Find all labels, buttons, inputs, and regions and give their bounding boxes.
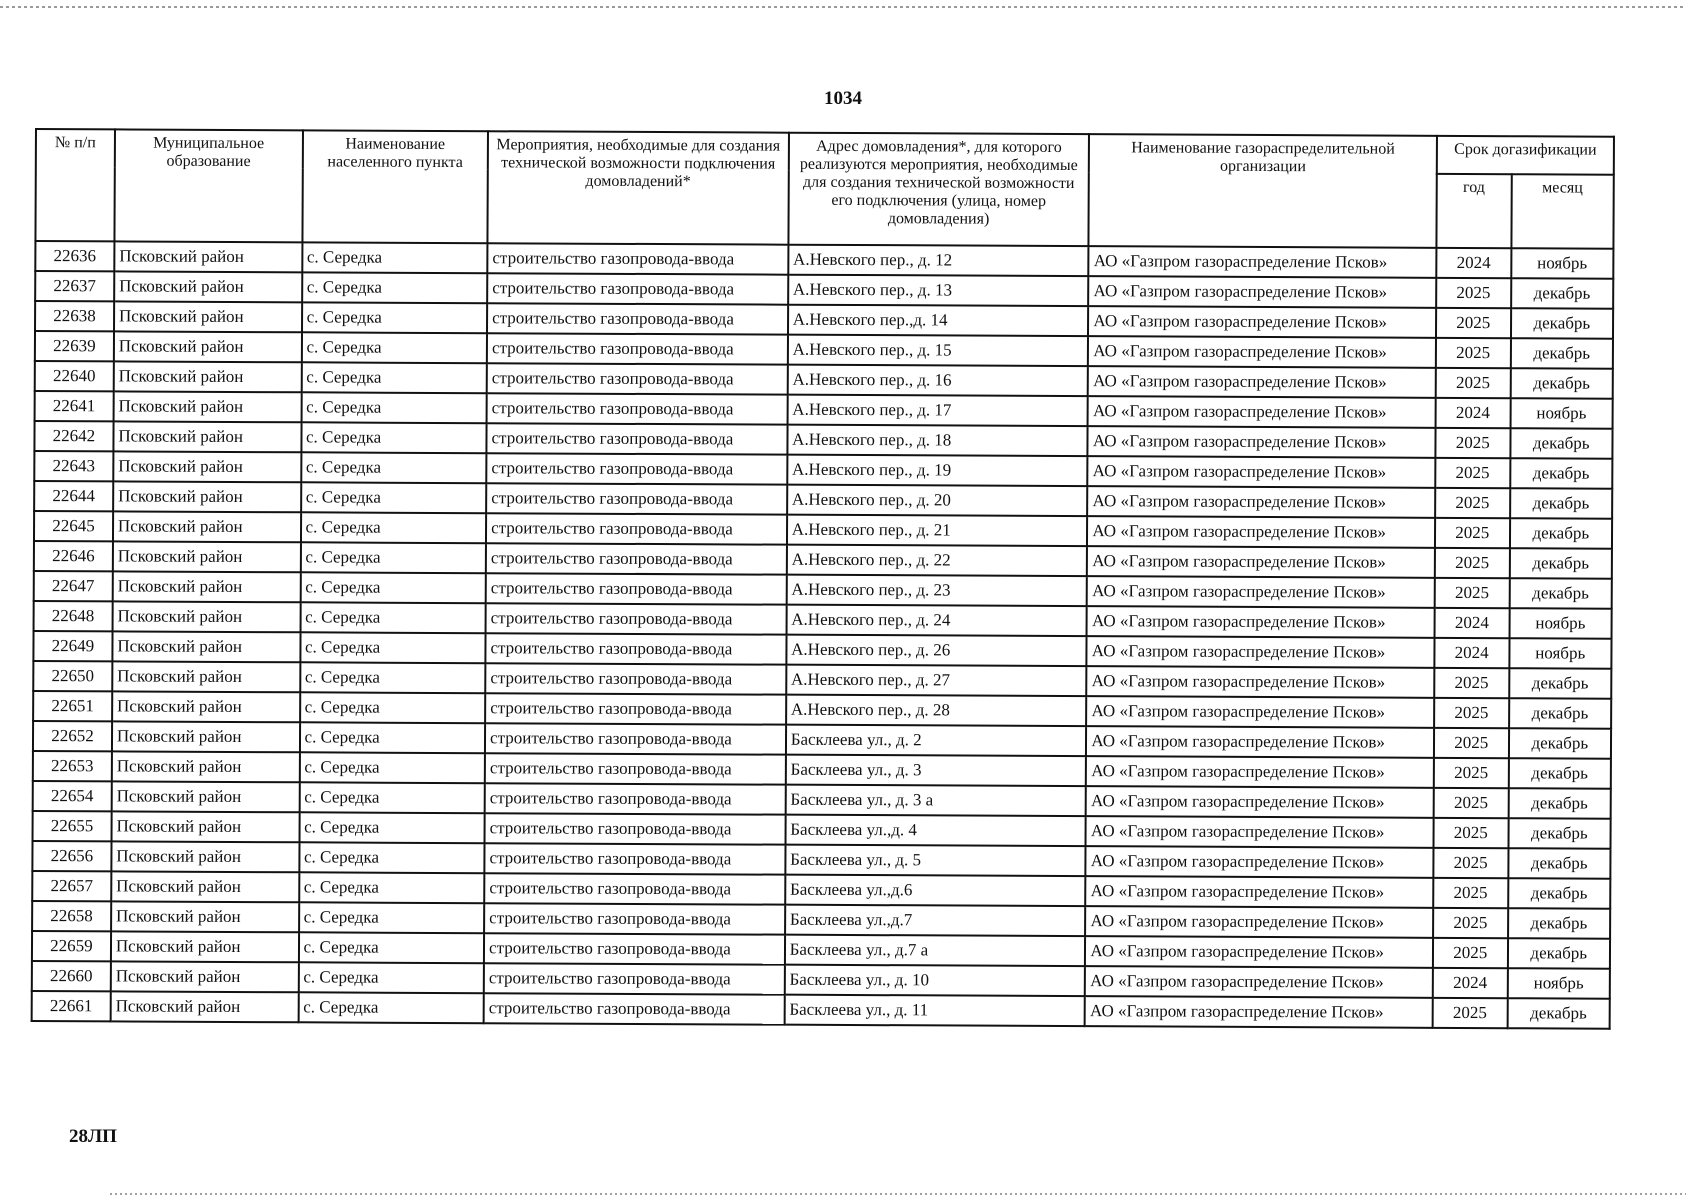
cell-organization: АО «Газпром газораспределение Псков» [1086,846,1434,878]
cell-month: декабрь [1507,998,1610,1029]
cell-address: А.Невского пер., д. 15 [788,335,1089,366]
cell-num: 22647 [34,571,113,601]
cell-num: 22658 [32,901,111,931]
header-measures: Мероприятия, необходимые для создания технической возможности подключения домовладений* [487,131,788,244]
cell-num: 22654 [33,781,112,811]
cell-settlement: с. Середка [301,392,487,423]
cell-settlement: с. Середка [300,662,486,693]
cell-settlement: с. Середка [301,362,487,393]
cell-settlement: с. Середка [299,842,485,873]
cell-year: 2025 [1435,518,1510,548]
cell-num: 22636 [35,241,114,271]
cell-organization: АО «Газпром газораспределение Псков» [1086,726,1434,758]
cell-measure: строительство газопровода-ввода [486,603,787,634]
cell-year: 2025 [1433,938,1508,968]
cell-municipality: Псковский район [114,271,302,302]
cell-month: декабрь [1510,458,1613,489]
cell-year: 2025 [1433,848,1508,878]
cell-measure: строительство газопровода-ввода [485,753,786,784]
cell-num: 22643 [34,451,113,481]
cell-month: декабрь [1509,668,1612,699]
cell-organization: АО «Газпром газораспределение Псков» [1087,486,1435,518]
cell-month: декабрь [1508,818,1611,849]
cell-measure: строительство газопровода-ввода [486,483,787,514]
cell-organization: АО «Газпром газораспределение Псков» [1087,546,1435,578]
cell-month: ноябрь [1511,248,1614,279]
cell-year: 2024 [1433,968,1508,998]
cell-address: А.Невского пер., д. 28 [786,695,1087,726]
cell-municipality: Псковский район [114,301,302,332]
header-address: Адрес домовладения*, для которого реализуются мероприятия, необходимые для создания технической возможности его подключения (улица, номер домовладения) [788,133,1089,246]
cell-measure: строительство газопровода-ввода [487,273,788,304]
cell-address: Басклеева ул., д. 2 [786,725,1087,756]
cell-year: 2025 [1435,488,1510,518]
cell-settlement: с. Середка [299,782,485,813]
cell-year: 2025 [1433,818,1508,848]
cell-organization: АО «Газпром газораспределение Псков» [1089,246,1437,278]
cell-organization: АО «Газпром газораспределение Псков» [1085,966,1433,998]
cell-year: 2025 [1436,278,1511,308]
cell-year: 2025 [1434,668,1509,698]
cell-month: декабрь [1510,518,1613,549]
scan-edge-bottom [110,1193,1686,1195]
cell-year: 2024 [1434,608,1509,638]
cell-num: 22660 [32,961,111,991]
cell-municipality: Псковский район [112,631,300,662]
cell-municipality: Псковский район [111,931,299,962]
cell-month: декабрь [1510,428,1613,459]
cell-organization: АО «Газпром газораспределение Псков» [1087,516,1435,548]
cell-municipality: Псковский район [111,901,299,932]
header-municipality: Муниципальное образование [114,129,302,242]
cell-month: декабрь [1509,698,1612,729]
cell-measure: строительство газопровода-ввода [485,783,786,814]
cell-address: Басклеева ул., д.7 а [785,935,1086,966]
table-body [32,241,1614,1029]
cell-settlement: с. Середка [300,542,486,573]
cell-measure: строительство газопровода-ввода [485,813,786,844]
cell-measure: строительство газопровода-ввода [487,333,788,364]
cell-municipality: Псковский район [112,691,300,722]
cell-settlement: с. Середка [301,332,487,363]
cell-num: 22648 [34,601,113,631]
cell-year: 2025 [1433,878,1508,908]
cell-municipality: Псковский район [111,841,299,872]
cell-num: 22646 [34,541,113,571]
cell-month: ноябрь [1507,968,1610,999]
cell-settlement: с. Середка [298,962,484,993]
cell-organization: АО «Газпром газораспределение Псков» [1085,996,1433,1028]
cell-organization: АО «Газпром газораспределение Псков» [1086,876,1434,908]
cell-organization: АО «Газпром газораспределение Псков» [1088,336,1436,368]
page-number: 1034 [824,88,862,109]
cell-settlement: с. Середка [300,692,486,723]
cell-address: А.Невского пер., д. 27 [786,665,1087,696]
cell-year: 2025 [1433,908,1508,938]
cell-organization: АО «Газпром газораспределение Псков» [1086,756,1434,788]
cell-measure: строительство газопровода-ввода [487,393,788,424]
cell-year: 2025 [1435,548,1510,578]
cell-measure: строительство газопровода-ввода [487,303,788,334]
cell-measure: строительство газопровода-ввода [487,363,788,394]
cell-settlement: с. Середка [302,272,488,303]
cell-organization: АО «Газпром газораспределение Псков» [1088,306,1436,338]
cell-month: декабрь [1509,728,1612,759]
cell-settlement: с. Середка [298,932,484,963]
cell-num: 22652 [33,721,112,751]
cell-measure: строительство газопровода-ввода [486,423,787,454]
cell-year: 2024 [1435,398,1510,428]
cell-num: 22642 [34,421,113,451]
cell-address: А.Невского пер., д. 22 [787,545,1088,576]
cell-month: декабрь [1511,308,1614,339]
cell-municipality: Псковский район [113,571,301,602]
cell-measure: строительство газопровода-ввода [485,663,786,694]
cell-municipality: Псковский район [111,961,299,992]
cell-organization: АО «Газпром газораспределение Псков» [1088,396,1436,428]
cell-address: А.Невского пер., д. 24 [786,605,1087,636]
cell-address: Басклеева ул.,д.6 [785,875,1086,906]
cell-address: Басклеева ул., д. 10 [784,965,1085,996]
cell-settlement: с. Середка [301,452,487,483]
cell-address: А.Невского пер., д. 23 [786,575,1087,606]
cell-municipality: Псковский район [112,781,300,812]
cell-num: 22661 [32,991,111,1021]
cell-organization: АО «Газпром газораспределение Псков» [1087,576,1435,608]
cell-address: Басклеева ул., д. 11 [784,995,1085,1026]
cell-municipality: Псковский район [113,451,301,482]
cell-organization: АО «Газпром газораспределение Псков» [1087,666,1435,698]
cell-month: декабрь [1509,578,1612,609]
cell-municipality: Псковский район [111,871,299,902]
cell-num: 22656 [32,841,111,871]
cell-month: декабрь [1507,938,1610,969]
cell-year: 2024 [1436,248,1511,278]
cell-num: 22653 [33,751,112,781]
cell-organization: АО «Газпром газораспределение Псков» [1088,366,1436,398]
cell-year: 2025 [1434,728,1509,758]
cell-municipality: Псковский район [112,601,300,632]
header-year: год [1436,174,1511,248]
cell-month: декабрь [1508,848,1611,879]
cell-organization: АО «Газпром газораспределение Псков» [1085,906,1433,938]
cell-num: 22649 [33,631,112,661]
cell-settlement: с. Середка [299,902,485,933]
cell-municipality: Псковский район [112,751,300,782]
cell-month: декабрь [1510,338,1613,369]
cell-organization: АО «Газпром газораспределение Псков» [1086,786,1434,818]
cell-municipality: Псковский район [114,241,302,272]
cell-num: 22638 [35,301,114,331]
cell-measure: строительство газопровода-ввода [484,873,785,904]
cell-num: 22641 [35,391,114,421]
cell-address: А.Невского пер., д. 17 [787,395,1088,426]
cell-num: 22637 [35,271,114,301]
cell-organization: АО «Газпром газораспределение Псков» [1089,276,1437,308]
cell-measure: строительство газопровода-ввода [486,513,787,544]
cell-settlement: с. Середка [298,992,484,1023]
cell-municipality: Псковский район [112,661,300,692]
table-container [31,128,1615,1030]
cell-municipality: Псковский район [113,391,301,422]
cell-settlement: с. Середка [300,632,486,663]
cell-num: 22644 [34,481,113,511]
table-row [32,991,1610,1029]
cell-settlement: с. Середка [302,242,488,273]
cell-num: 22639 [35,331,114,361]
cell-num: 22650 [33,661,112,691]
cell-municipality: Псковский район [113,511,301,542]
cell-address: А.Невского пер., д. 19 [787,455,1088,486]
cell-settlement: с. Середка [300,572,486,603]
cell-month: декабрь [1508,788,1611,819]
cell-address: А.Невского пер., д. 12 [788,245,1089,276]
cell-num: 22645 [34,511,113,541]
cell-municipality: Псковский район [113,481,301,512]
cell-measure: строительство газопровода-ввода [485,723,786,754]
cell-address: Басклеева ул., д. 3 [786,755,1087,786]
cell-measure: строительство газопровода-ввода [484,843,785,874]
cell-address: Басклеева ул., д. 5 [785,845,1086,876]
cell-municipality: Псковский район [114,361,302,392]
cell-address: А.Невского пер., д. 21 [787,515,1088,546]
cell-address: А.Невского пер., д. 26 [786,635,1087,666]
header-month: месяц [1511,174,1614,248]
cell-num: 22655 [33,811,112,841]
cell-address: А.Невского пер., д. 20 [787,485,1088,516]
scan-edge-top [0,6,1686,8]
cell-address: А.Невского пер., д. 13 [788,275,1089,306]
cell-address: А.Невского пер., д. 18 [787,425,1088,456]
cell-settlement: с. Середка [300,602,486,633]
cell-month: ноябрь [1510,398,1613,429]
cell-organization: АО «Газпром газораспределение Псков» [1086,816,1434,848]
cell-num: 22657 [32,871,111,901]
cell-year: 2025 [1434,758,1509,788]
cell-num: 22659 [32,931,111,961]
cell-municipality: Псковский район [111,991,299,1022]
cell-municipality: Псковский район [113,541,301,572]
cell-month: декабрь [1509,548,1612,579]
cell-year: 2025 [1434,788,1509,818]
cell-settlement: с. Середка [299,812,485,843]
cell-municipality: Псковский район [113,421,301,452]
cell-settlement: с. Середка [299,872,485,903]
cell-year: 2024 [1434,638,1509,668]
cell-settlement: с. Середка [301,512,487,543]
footer-code: 28ЛП [69,1126,117,1147]
cell-organization: АО «Газпром газораспределение Псков» [1087,606,1435,638]
cell-organization: АО «Газпром газораспределение Псков» [1088,426,1436,458]
cell-measure: строительство газопровода-ввода [484,933,785,964]
cell-num: 22651 [33,691,112,721]
cell-address: Басклеева ул.,д. 4 [785,815,1086,846]
cell-measure: строительство газопровода-ввода [486,573,787,604]
cell-year: 2025 [1436,368,1511,398]
cell-measure: строительство газопровода-ввода [487,243,788,274]
cell-organization: АО «Газпром газораспределение Псков» [1088,456,1436,488]
cell-month: декабрь [1508,878,1611,909]
header-settlement: Наименование населенного пункта [302,130,488,243]
cell-measure: строительство газопровода-ввода [484,963,785,994]
cell-organization: АО «Газпром газораспределение Псков» [1086,696,1434,728]
cell-month: декабрь [1508,758,1611,789]
cell-year: 2025 [1434,698,1509,728]
cell-month: декабрь [1510,368,1613,399]
cell-month: ноябрь [1509,638,1612,669]
cell-month: декабрь [1508,908,1611,939]
cell-address: Басклеева ул.,д.7 [785,905,1086,936]
cell-settlement: с. Середка [301,422,487,453]
cell-measure: строительство газопровода-ввода [485,693,786,724]
cell-measure: строительство газопровода-ввода [485,633,786,664]
header-term: Срок догазификации [1437,136,1614,175]
cell-settlement: с. Середка [302,302,488,333]
cell-settlement: с. Середка [299,722,485,753]
cell-municipality: Псковский район [112,721,300,752]
cell-year: 2025 [1436,338,1511,368]
cell-year: 2025 [1435,458,1510,488]
cell-month: ноябрь [1509,608,1612,639]
cell-year: 2025 [1435,578,1510,608]
cell-year: 2025 [1433,998,1508,1028]
cell-organization: АО «Газпром газораспределение Псков» [1087,636,1435,668]
cell-municipality: Псковский район [114,331,302,362]
table-header [35,129,1614,249]
cell-measure: строительство газопровода-ввода [484,903,785,934]
cell-address: А.Невского пер.,д. 14 [788,305,1089,336]
gasification-table [31,128,1615,1030]
cell-settlement: с. Середка [299,752,485,783]
cell-measure: строительство газопровода-ввода [486,543,787,574]
cell-year: 2025 [1436,308,1511,338]
cell-month: декабрь [1511,278,1614,309]
cell-organization: АО «Газпром газораспределение Псков» [1085,936,1433,968]
cell-num: 22640 [35,361,114,391]
header-organization: Наименование газораспределительной организации [1089,134,1437,248]
cell-month: декабрь [1510,488,1613,519]
cell-measure: строительство газопровода-ввода [484,993,785,1024]
cell-address: Басклеева ул., д. 3 а [785,785,1086,816]
cell-municipality: Псковский район [111,811,299,842]
cell-year: 2025 [1435,428,1510,458]
cell-address: А.Невского пер., д. 16 [787,365,1088,396]
cell-measure: строительство газопровода-ввода [486,453,787,484]
header-num: № п/п [35,129,114,241]
cell-settlement: с. Середка [301,482,487,513]
